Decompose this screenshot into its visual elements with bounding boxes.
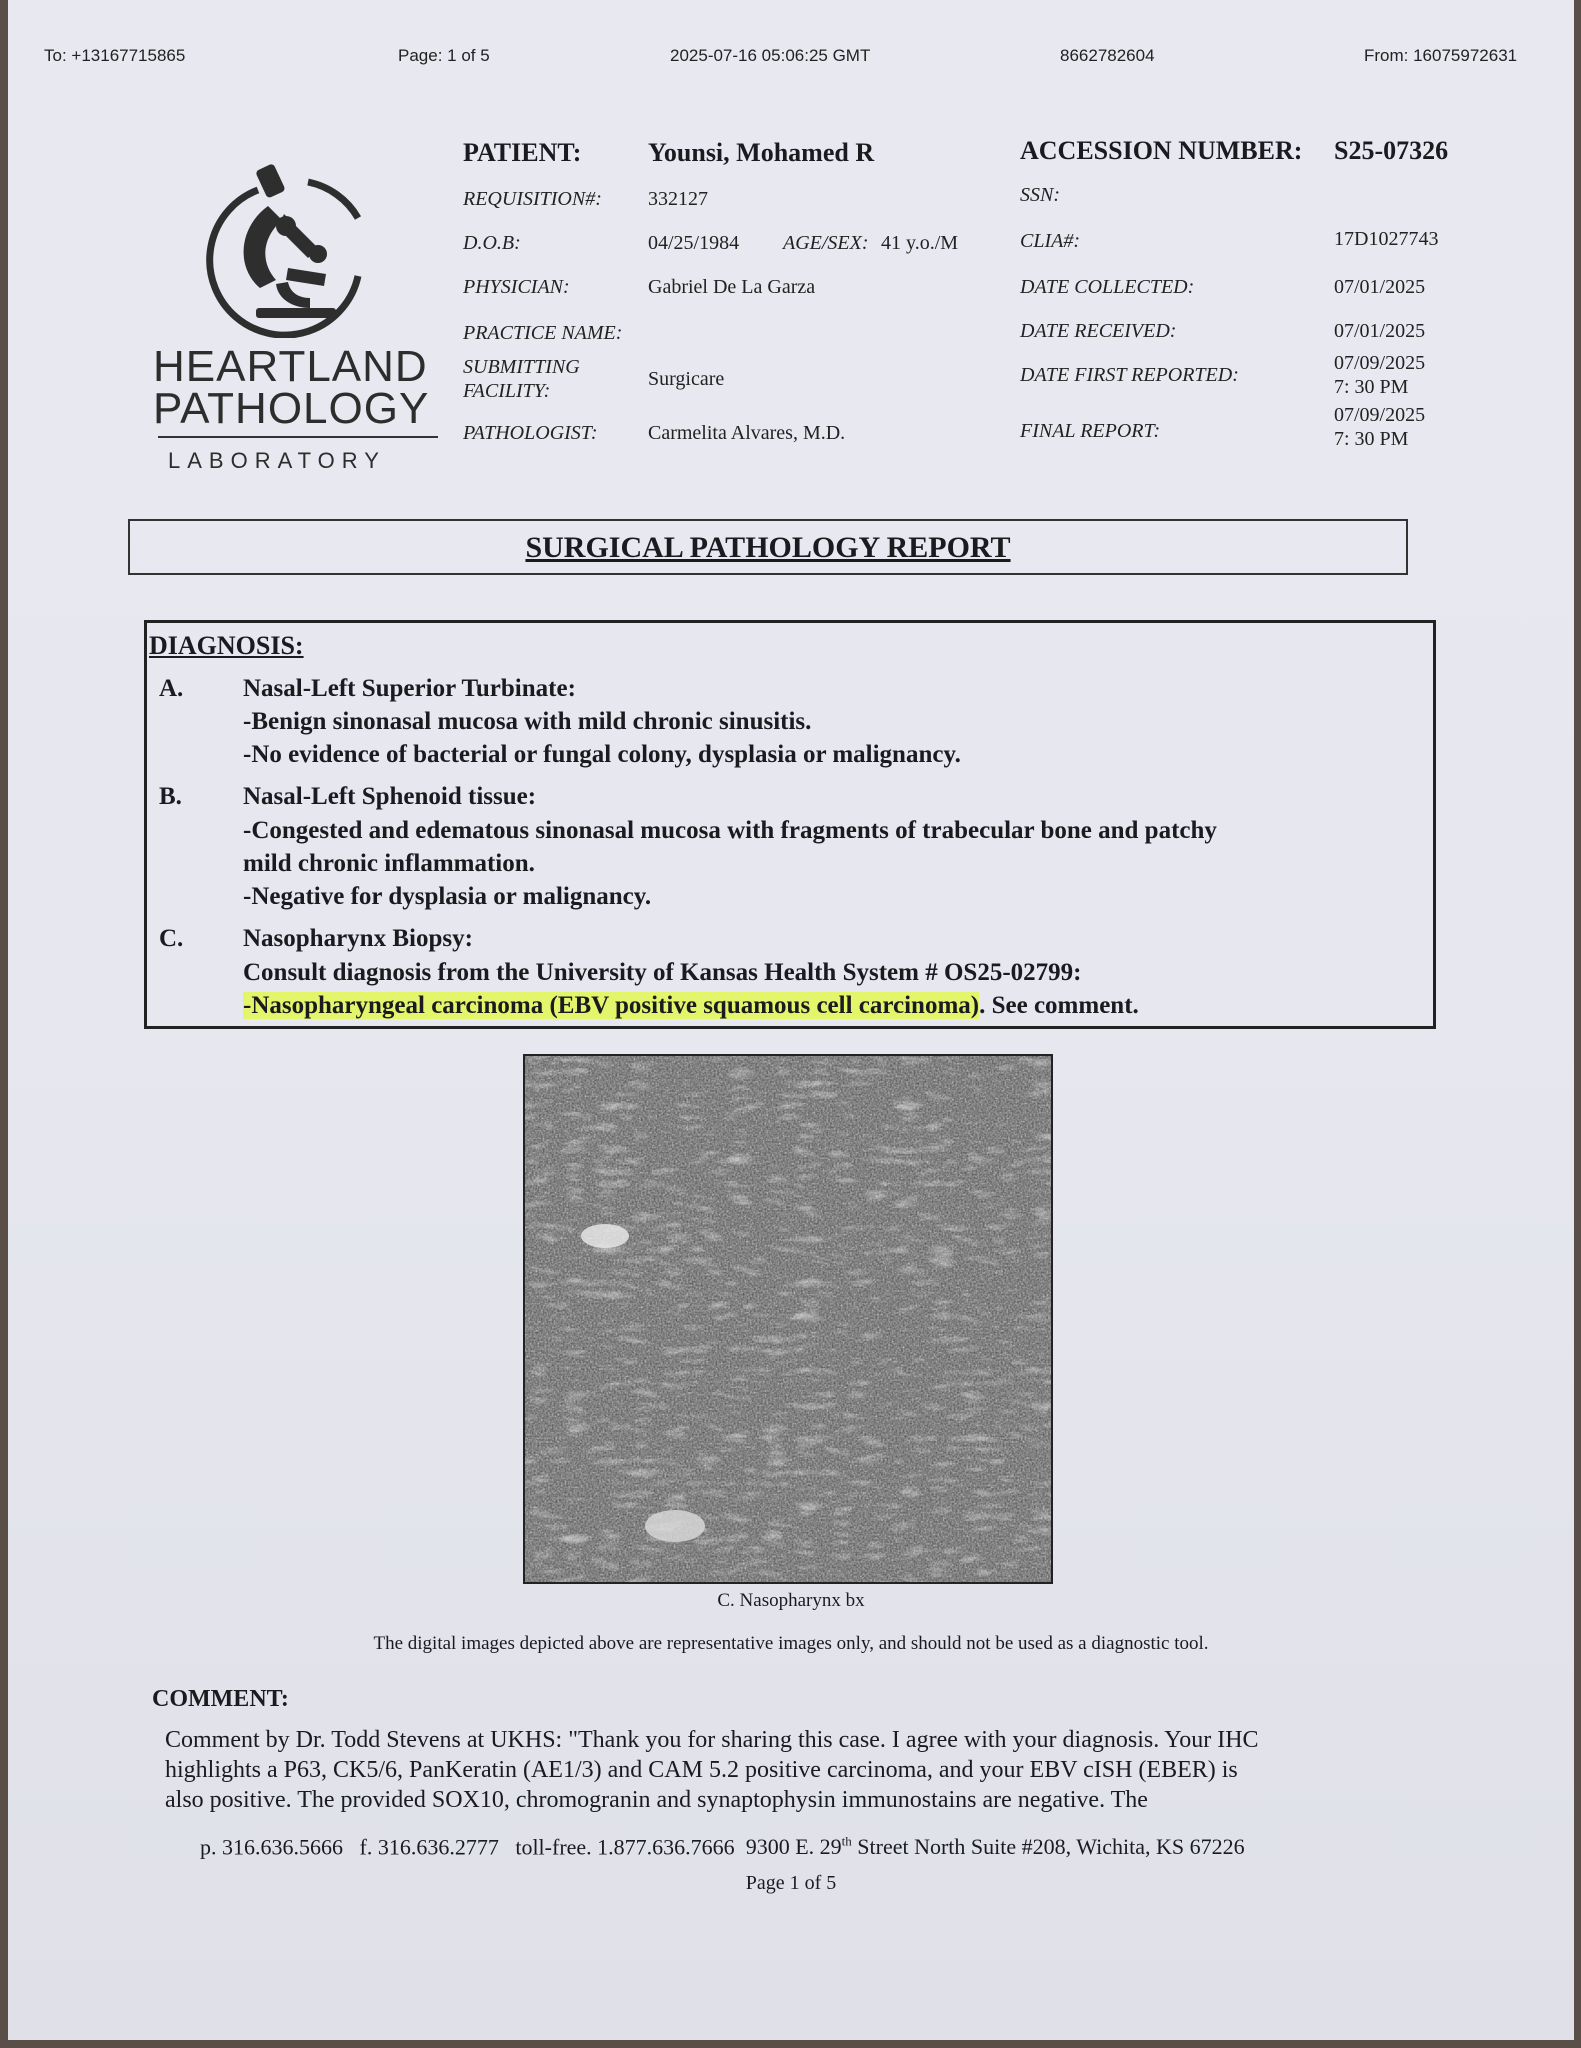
accession-label: ACCESSION NUMBER: (1020, 136, 1303, 165)
footer-phone: p. 316.636.5666 (200, 1834, 343, 1860)
final-report-label: FINAL REPORT: (1020, 420, 1161, 442)
footer-contact (200, 1834, 1245, 1860)
diagnosis-box (144, 620, 1436, 1029)
diagnosis-c-heading: Nasopharynx Biopsy: (243, 925, 473, 952)
fax-page (8, 0, 1574, 2040)
logo-divider (158, 436, 438, 438)
diagnosis-see-comment: . See comment. (979, 992, 1139, 1019)
footer-page-number: Page 1 of 5 (745, 1872, 837, 1894)
logo-heartland: HEARTLAND (153, 342, 428, 391)
diagnosis-a-line1: -Benign sinonasal mucosa with mild chronic sinusitis. (243, 708, 812, 735)
comment-line2: highlights a P63, CK5/6, PanKeratin (AE1/3) and CAM 5.2 positive carcinoma, and your EBV cISH (EBER) is (165, 1757, 1238, 1783)
ssn-label: SSN: (1020, 184, 1060, 206)
patient-label: PATIENT: (463, 138, 582, 167)
diagnosis-c-line1: Consult diagnosis from the University of Kansas Health System # OS25-02799: (243, 959, 1082, 986)
pathologist-label: PATHOLOGIST: (463, 422, 598, 444)
fax-from: From: 16075972631 (1364, 46, 1518, 65)
received-value: 07/01/2025 (1334, 320, 1426, 342)
microscope-logo-icon (198, 158, 378, 338)
comment-line3: also positive. The provided SOX10, chromogranin and synaptophysin immunostains are negative. The (165, 1787, 1148, 1813)
practice-label: PRACTICE NAME: (463, 322, 623, 344)
requisition-label: REQUISITION#: (463, 188, 602, 210)
agesex-value: 41 y.o./M (881, 232, 959, 254)
physician-value: Gabriel De La Garza (648, 276, 816, 298)
clia-label: CLIA#: (1020, 230, 1080, 252)
image-disclaimer: The digital images depicted above are representative images only, and should not be used as a diagnostic tool. (373, 1633, 1209, 1654)
requisition-value: 332127 (648, 188, 708, 210)
final-report-date: 07/09/2025 (1334, 404, 1426, 426)
comment-line1: Comment by Dr. Todd Stevens at UKHS: "Thank you for sharing this case. I agree with your diagnosis. Your IHC (165, 1727, 1259, 1753)
first-reported-label: DATE FIRST REPORTED: (1020, 364, 1239, 386)
diagnosis-a-heading: Nasal-Left Superior Turbinate: (243, 675, 576, 702)
image-caption: C. Nasopharynx bx (717, 1590, 865, 1611)
micrograph-image (523, 1054, 1053, 1584)
diagnosis-b-heading: Nasal-Left Sphenoid tissue: (243, 783, 537, 810)
diagnosis-letter-a: A. (159, 675, 184, 702)
report-title-box (128, 519, 1408, 575)
diagnosis-b-line2: mild chronic inflammation. (243, 850, 535, 877)
first-reported-date: 07/09/2025 (1334, 352, 1426, 374)
diagnosis-title: DIAGNOSIS: (149, 631, 304, 660)
diagnosis-b-line3: -Negative for dysplasia or malignancy. (243, 883, 652, 910)
footer-tollfree: toll-free. 1.877.636.7666 (515, 1834, 735, 1860)
fax-number: 8662782604 (1060, 46, 1155, 65)
facility-value: Surgicare (648, 368, 725, 390)
logo-laboratory: LABORATORY (168, 448, 386, 473)
pathologist-value: Carmelita Alvares, M.D. (648, 422, 846, 444)
fax-datetime: 2025-07-16 05:06:25 GMT (670, 46, 871, 65)
diagnosis-c-line2 (243, 992, 1139, 1020)
diagnosis-b-line1: -Congested and edematous sinonasal mucosa with fragments of trabecular bone and patchy (243, 817, 1217, 844)
facility-label-1: SUBMITTING (463, 356, 580, 378)
comment-title: COMMENT: (152, 1686, 289, 1712)
diagnosis-highlight: -Nasopharyngeal carcinoma (EBV positive squamous cell carcinoma) (243, 992, 980, 1019)
clia-value: 17D1027743 (1334, 228, 1439, 250)
collected-value: 07/01/2025 (1334, 276, 1426, 298)
report-title: SURGICAL PATHOLOGY REPORT (525, 531, 1011, 564)
final-report-time: 7: 30 PM (1334, 428, 1409, 450)
patient-name: Younsi, Mohamed R (648, 138, 875, 167)
fax-page-count: Page: 1 of 5 (398, 46, 490, 65)
diagnosis-a-line2: -No evidence of bacterial or fungal colony, dysplasia or malignancy. (243, 741, 961, 768)
accession-number: S25-07326 (1334, 136, 1449, 165)
logo-pathology: PATHOLOGY (153, 384, 430, 433)
collected-label: DATE COLLECTED: (1020, 276, 1195, 298)
footer-address: 9300 E. 29th Street North Suite #208, Wichita, KS 67226 (745, 1834, 1245, 1860)
tissue-texture (525, 1056, 1053, 1584)
diagnosis-letter-b: B. (159, 783, 182, 810)
dob-label: D.O.B: (463, 232, 521, 254)
diagnosis-letter-c: C. (159, 925, 184, 952)
dob-value: 04/25/1984 (648, 232, 740, 254)
physician-label: PHYSICIAN: (463, 276, 570, 298)
footer-fax: f. 316.636.2777 (359, 1834, 499, 1860)
facility-label-2: FACILITY: (463, 380, 551, 402)
agesex-label: AGE/SEX: (783, 232, 869, 254)
received-label: DATE RECEIVED: (1020, 320, 1177, 342)
fax-to: To: +13167715865 (44, 46, 186, 65)
first-reported-time: 7: 30 PM (1334, 376, 1409, 398)
